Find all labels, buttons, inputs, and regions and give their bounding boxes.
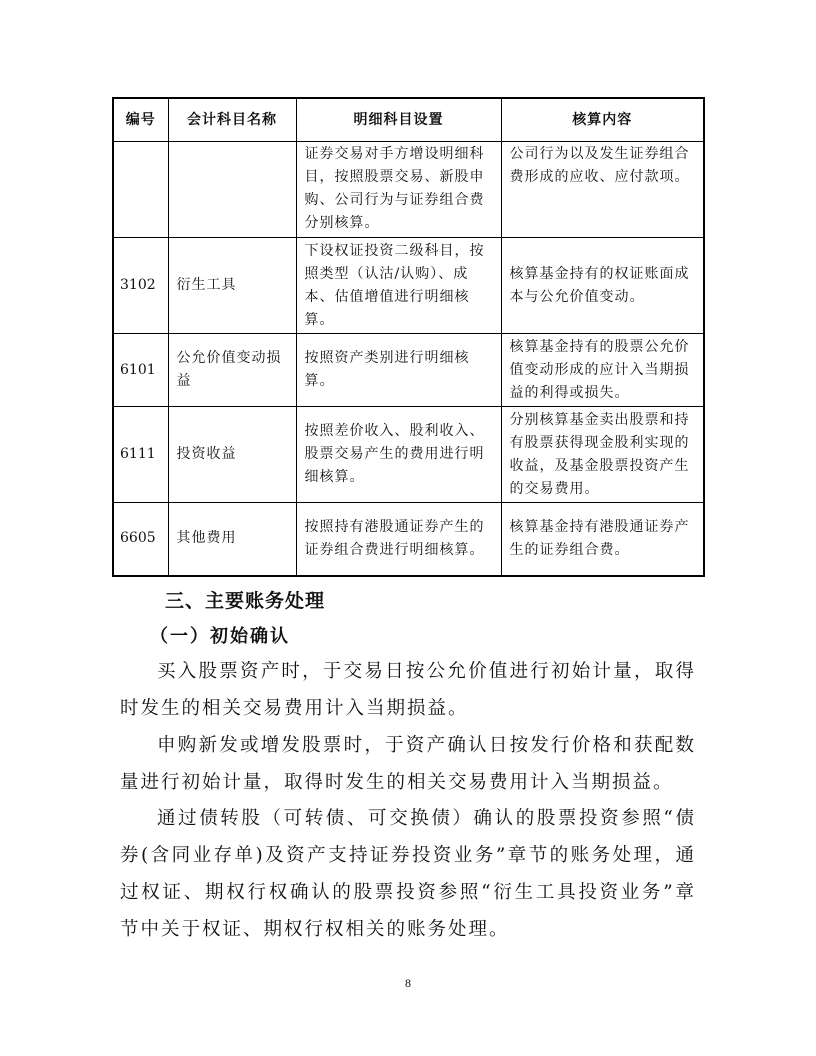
row-code: 6101 — [113, 334, 168, 407]
header-detail-setting: 明细科目设置 — [296, 98, 501, 142]
row-account-name: 衍生工具 — [168, 238, 296, 334]
accounting-subjects-table — [112, 97, 705, 577]
header-account-name: 会计科目名称 — [168, 98, 296, 142]
row-content: 核算基金持有的权证账面成本与公允价值变动。 — [501, 238, 704, 334]
row-detail: 下设权证投资二级科目，按照类型（认沽/认购）、成本、估值增值进行明细核算。 — [296, 238, 501, 334]
row-code: 6605 — [113, 503, 168, 576]
row-code: 3102 — [113, 238, 168, 334]
row-content: 核算基金持有港股通证券产生的证券组合费。 — [501, 503, 704, 576]
row-account-name: 其他费用 — [168, 503, 296, 576]
paragraph-conversion: 通过债转股（可转债、可交换债）确认的股票投资参照“债券(含同业存单)及资产支持证券投资业务”章节的账务处理，通过权证、期权行权确认的股票投资参照“衍生工具投资业务”章节中关于权证、期权行权相关的账务处理。 — [120, 808, 696, 940]
row-code: 6111 — [113, 407, 168, 503]
row-code — [113, 142, 168, 238]
subsection-heading: （一）初始确认 — [150, 626, 290, 647]
header-accounting-content: 核算内容 — [501, 98, 704, 142]
row-content: 分别核算基金卖出股票和持有股票获得现金股利实现的收益，及基金股票投资产生的交易费用。 — [501, 407, 704, 503]
row-account-name: 投资收益 — [168, 407, 296, 503]
table-row — [113, 407, 704, 503]
table-row — [113, 238, 704, 334]
section-heading: 三、主要账务处理 — [165, 590, 326, 612]
table-row — [113, 142, 704, 238]
row-account-name — [168, 142, 296, 238]
row-account-name: 公允价值变动损益 — [168, 334, 296, 407]
table-header-row — [113, 98, 704, 142]
page-number: 8 — [405, 976, 411, 990]
row-detail: 按照差价收入、股利收入、股票交易产生的费用进行明细核算。 — [296, 407, 501, 503]
table-row — [113, 334, 704, 407]
paragraph-subscription: 申购新发或增发股票时，于资产确认日按发行价格和获配数量进行初始计量，取得时发生的相关交易费用计入当期损益。 — [120, 735, 696, 793]
row-content: 核算基金持有的股票公允价值变动形成的应计入当期损益的利得或损失。 — [501, 334, 704, 407]
row-detail: 证券交易对手方增设明细科目，按照股票交易、新股申购、公司行为与证券组合费分别核算。 — [296, 142, 501, 238]
table-row — [113, 503, 704, 576]
row-content: 公司行为以及发生证券组合费形成的应收、应付款项。 — [501, 142, 704, 238]
paragraph-purchase: 买入股票资产时，于交易日按公允价值进行初始计量，取得时发生的相关交易费用计入当期损益。 — [120, 661, 696, 719]
row-detail: 按照资产类别进行明细核算。 — [296, 334, 501, 407]
header-code: 编号 — [113, 98, 168, 142]
row-detail: 按照持有港股通证券产生的证券组合费进行明细核算。 — [296, 503, 501, 576]
